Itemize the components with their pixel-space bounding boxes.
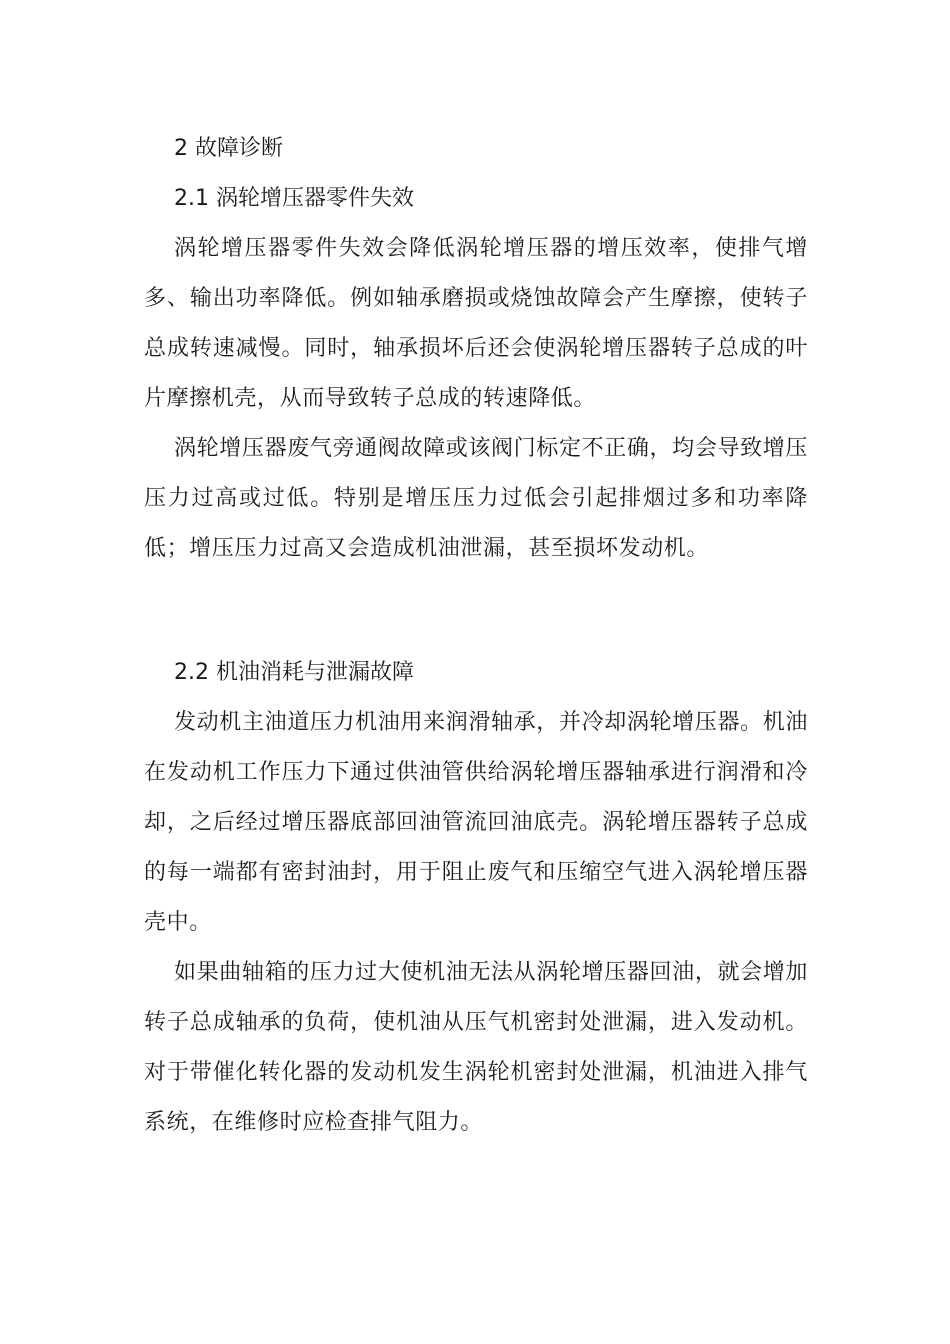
subsection-title-2-2: 2.2 机油消耗与泄漏故障 bbox=[174, 660, 414, 685]
section-spacer bbox=[144, 574, 808, 648]
document-body bbox=[144, 124, 808, 1148]
paragraph: 如果曲轴箱的压力过大使机油无法从涡轮增压器回油，就会增加转子总成轴承的负荷，使机油从压气机密封处泄漏，进入发动机。对于带催化转化器的发动机发生涡轮机密封处泄漏，机油进入排气系统，在维修时应检查排气阻力。 bbox=[144, 960, 808, 1135]
subsection-title-2-1: 2.1 涡轮增压器零件失效 bbox=[174, 186, 414, 211]
paragraph: 涡轮增压器废气旁通阀故障或该阀门标定不正确，均会导致增压压力过高或过低。特别是增压压力过低会引起排烟过多和功率降低；增压压力过高又会造成机油泄漏，甚至损坏发动机。 bbox=[144, 436, 808, 561]
section-title: 2 故障诊断 bbox=[174, 136, 283, 161]
paragraph: 涡轮增压器零件失效会降低涡轮增压器的增压效率，使排气增多、输出功率降低。例如轴承磨损或烧蚀故障会产生摩擦，使转子总成转速减慢。同时，轴承损坏后还会使涡轮增压器转子总成的叶片摩擦机壳，从而导致转子总成的转速降低。 bbox=[144, 236, 808, 411]
paragraph: 发动机主油道压力机油用来润滑轴承，并冷却涡轮增压器。机油在发动机工作压力下通过供油管供给涡轮增压器轴承进行润滑和冷却，之后经过增压器底部回油管流回油底壳。涡轮增压器转子总成的每一端都有密封油封，用于阻止废气和压缩空气进入涡轮增压器壳中。 bbox=[144, 710, 808, 935]
